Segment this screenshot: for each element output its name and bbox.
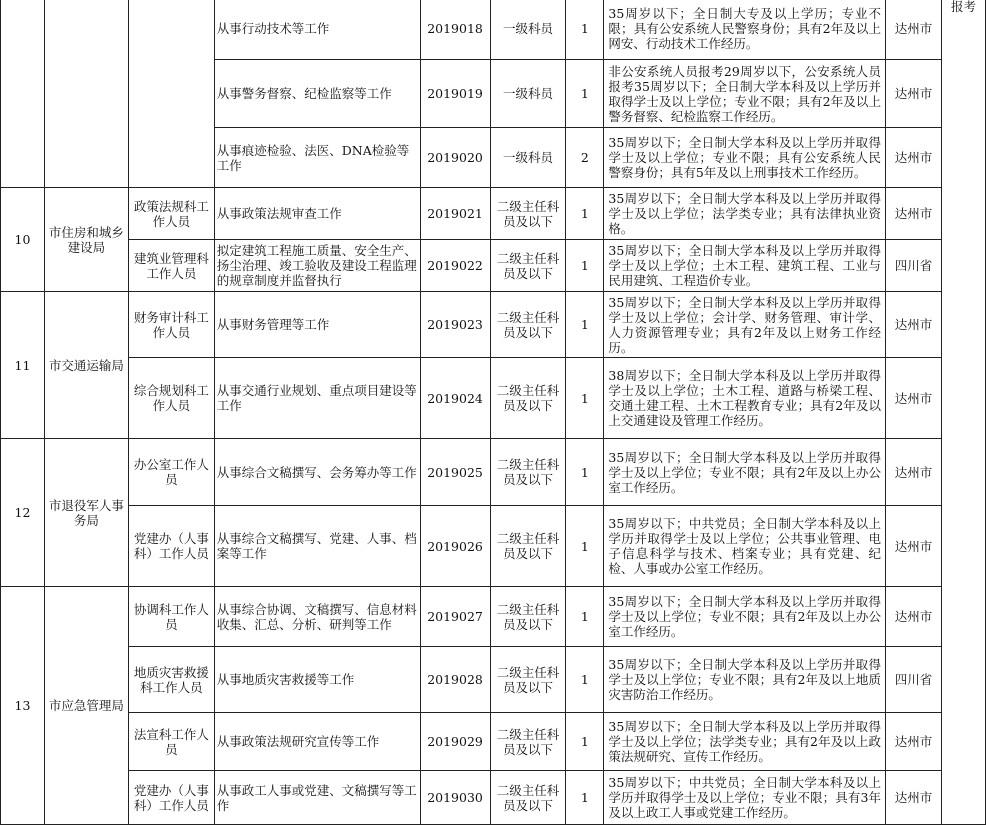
duties-cell: 从事警务督察、纪检监察等工作 (214, 60, 420, 128)
duties-cell: 从事地质灾害救援等工作 (214, 647, 420, 713)
duties-cell: 从事综合文稿撰写、会务筹办等工作 (214, 439, 420, 506)
remarks-cell: 报考 (941, 0, 985, 825)
row-number: 12 (1, 439, 45, 587)
location-cell: 达州市 (886, 771, 942, 825)
rank-cell: 二级主任科员及以下 (490, 587, 566, 647)
rank-cell: 二级主任科员及以下 (490, 647, 566, 713)
position-code: 2019018 (420, 0, 490, 60)
table-row (1, 439, 986, 506)
table-row (1, 713, 986, 771)
position-code: 2019027 (420, 587, 490, 647)
duties-cell: 从事政工人事或党建、文稿撰写等工作 (214, 771, 420, 825)
position-code: 2019021 (420, 188, 490, 240)
rank-cell: 一级科员 (490, 60, 566, 128)
row-number: 11 (1, 292, 45, 439)
position-cell: 政策法规科工作人员 (128, 188, 214, 240)
location-cell: 达州市 (886, 188, 942, 240)
table-row (1, 0, 986, 60)
headcount-cell: 1 (566, 188, 604, 240)
requirements-cell: 非公安系统人员报考29周岁以下，公安系统人员报考35周岁以下；全日制大学本科及以上学历并取得学士及以上学位；专业不限；具有2年及以上警务督察、纪检监察工作经历。 (604, 60, 886, 128)
rank-cell: 二级主任科员及以下 (490, 506, 566, 587)
location-cell: 达州市 (886, 60, 942, 128)
requirements-cell: 35周岁以下；全日制大学本科及以上学历并取得学士及以上学位；专业不限；具有2年及以上地质灾害防治工作经历。 (604, 647, 886, 713)
department-cell (44, 0, 128, 188)
position-code: 2019024 (420, 358, 490, 439)
requirements-cell: 38周岁以下；全日制大学本科及以上学历并取得学士及以上学位；土木工程、道路与桥梁工程、交通土建工程、土木工程教育专业；具有2年及以上交通建设及管理工作经历。 (604, 358, 886, 439)
headcount-cell: 1 (566, 647, 604, 713)
rank-cell: 一级科员 (490, 128, 566, 188)
duties-cell: 从事政策法规研究宣传等工作 (214, 713, 420, 771)
position-code: 2019029 (420, 713, 490, 771)
requirements-cell: 35周岁以下；中共党员；全日制大学本科及以上学历并取得学士及以上学位；公共事业管理、电子信息科学与技术、档案专业；具有党建、纪检、人事或办公室工作经历。 (604, 506, 886, 587)
duties-cell: 从事综合文稿撰写、党建、人事、档案等工作 (214, 506, 420, 587)
headcount-cell: 1 (566, 506, 604, 587)
location-cell: 达州市 (886, 292, 942, 358)
headcount-cell: 1 (566, 587, 604, 647)
location-cell: 达州市 (886, 358, 942, 439)
rank-cell: 二级主任科员及以下 (490, 358, 566, 439)
table-row (1, 506, 986, 587)
position-code: 2019025 (420, 439, 490, 506)
position-code: 2019026 (420, 506, 490, 587)
duties-cell: 从事交通行业规划、重点项目建设等工作 (214, 358, 420, 439)
location-cell: 四川省 (886, 647, 942, 713)
position-code: 2019023 (420, 292, 490, 358)
position-cell: 党建办（人事科）工作人员 (128, 506, 214, 587)
table-row (1, 240, 986, 292)
row-number: 10 (1, 188, 45, 292)
requirements-cell: 35周岁以下；全日制大学本科及以上学历并取得学士及以上学位；专业不限；具有2年及以上办公室工作经历。 (604, 439, 886, 506)
rank-cell: 二级主任科员及以下 (490, 713, 566, 771)
position-cell: 协调科工作人员 (128, 587, 214, 647)
position-code: 2019030 (420, 771, 490, 825)
duties-cell: 从事财务管理等工作 (214, 292, 420, 358)
duties-cell: 从事痕迹检验、法医、DNA检验等工作 (214, 128, 420, 188)
position-cell: 党建办（人事科）工作人员 (128, 771, 214, 825)
position-cell: 综合规划科工作人员 (128, 358, 214, 439)
position-code: 2019022 (420, 240, 490, 292)
position-code: 2019028 (420, 647, 490, 713)
rank-cell: 二级主任科员及以下 (490, 439, 566, 506)
headcount-cell: 1 (566, 358, 604, 439)
requirements-cell: 35周岁以下；全日制大学本科及以上学历并取得学士及以上学位；专业不限；具有公安系统人民警察身份；具有5年及以上刑事技术工作经历。 (604, 128, 886, 188)
location-cell: 四川省 (886, 240, 942, 292)
position-cell: 办公室工作人员 (128, 439, 214, 506)
table-row (1, 647, 986, 713)
rank-cell: 二级主任科员及以下 (490, 240, 566, 292)
headcount-cell: 1 (566, 60, 604, 128)
department-cell: 市交通运输局 (44, 292, 128, 439)
headcount-cell: 2 (566, 128, 604, 188)
position-cell: 地质灾害救援科工作人员 (128, 647, 214, 713)
duties-cell: 拟定建筑工程施工质量、安全生产、扬尘治理、竣工验收及建设工程监理的规章制度并监督执行 (214, 240, 420, 292)
headcount-cell: 1 (566, 713, 604, 771)
table-row (1, 292, 986, 358)
requirements-cell: 35周岁以下；全日制大专及以上学历；专业不限；具有公安系统人民警察身份；具有2年及以上网安、行动技术工作经历。 (604, 0, 886, 60)
department-cell: 市应急管理局 (44, 587, 128, 825)
headcount-cell: 1 (566, 771, 604, 825)
rank-cell: 一级科员 (490, 0, 566, 60)
location-cell: 达州市 (886, 713, 942, 771)
requirements-cell: 35周岁以下；全日制大学本科及以上学历并取得学士及以上学位；法学类专业；具有2年及以上政策法规研究、宣传工作经历。 (604, 713, 886, 771)
headcount-cell: 1 (566, 439, 604, 506)
duties-cell: 从事综合协调、文稿撰写、信息材料收集、汇总、分析、研判等工作 (214, 587, 420, 647)
row-number (1, 0, 45, 188)
position-code: 2019020 (420, 128, 490, 188)
department-cell: 市住房和城乡建设局 (44, 188, 128, 292)
row-number: 13 (1, 587, 45, 825)
rank-cell: 二级主任科员及以下 (490, 292, 566, 358)
location-cell: 达州市 (886, 128, 942, 188)
position-cell: 法宣科工作人员 (128, 713, 214, 771)
location-cell: 达州市 (886, 506, 942, 587)
requirements-cell: 35周岁以下；全日制大学本科及以上学历并取得学士及以上学位；会计学、财务管理、审计学、人力资源管理专业；具有2年及以上财务工作经历。 (604, 292, 886, 358)
table-row (1, 358, 986, 439)
table-row (1, 587, 986, 647)
duties-cell: 从事行动技术等工作 (214, 0, 420, 60)
requirements-cell: 35周岁以下；全日制大学本科及以上学历并取得学士及以上学位；土木工程、建筑工程、工业与民用建筑、工程造价专业。 (604, 240, 886, 292)
requirements-cell: 35周岁以下；全日制大学本科及以上学历并取得学士及以上学位；法学类专业；具有法律执业资格。 (604, 188, 886, 240)
department-cell: 市退役军人事务局 (44, 439, 128, 587)
requirements-cell: 35周岁以下；全日制大学本科及以上学历并取得学士及以上学位；专业不限；具有2年及以上办公室工作经历。 (604, 587, 886, 647)
location-cell: 达州市 (886, 0, 942, 60)
rank-cell: 二级主任科员及以下 (490, 188, 566, 240)
position-cell: 建筑业管理科工作人员 (128, 240, 214, 292)
location-cell: 达州市 (886, 587, 942, 647)
location-cell: 达州市 (886, 439, 942, 506)
requirements-cell: 35周岁以下；中共党员；全日制大学本科及以上学历并取得学士及以上学位；专业不限；具有3年及以上政工人事或党建工作经历。 (604, 771, 886, 825)
rank-cell: 二级主任科员及以下 (490, 771, 566, 825)
headcount-cell: 1 (566, 0, 604, 60)
headcount-cell: 1 (566, 240, 604, 292)
headcount-cell: 1 (566, 292, 604, 358)
position-code: 2019019 (420, 60, 490, 128)
position-cell: 财务审计科工作人员 (128, 292, 214, 358)
duties-cell: 从事政策法规审查工作 (214, 188, 420, 240)
position-cell (128, 0, 214, 188)
table-row (1, 188, 986, 240)
table-row (1, 771, 986, 825)
